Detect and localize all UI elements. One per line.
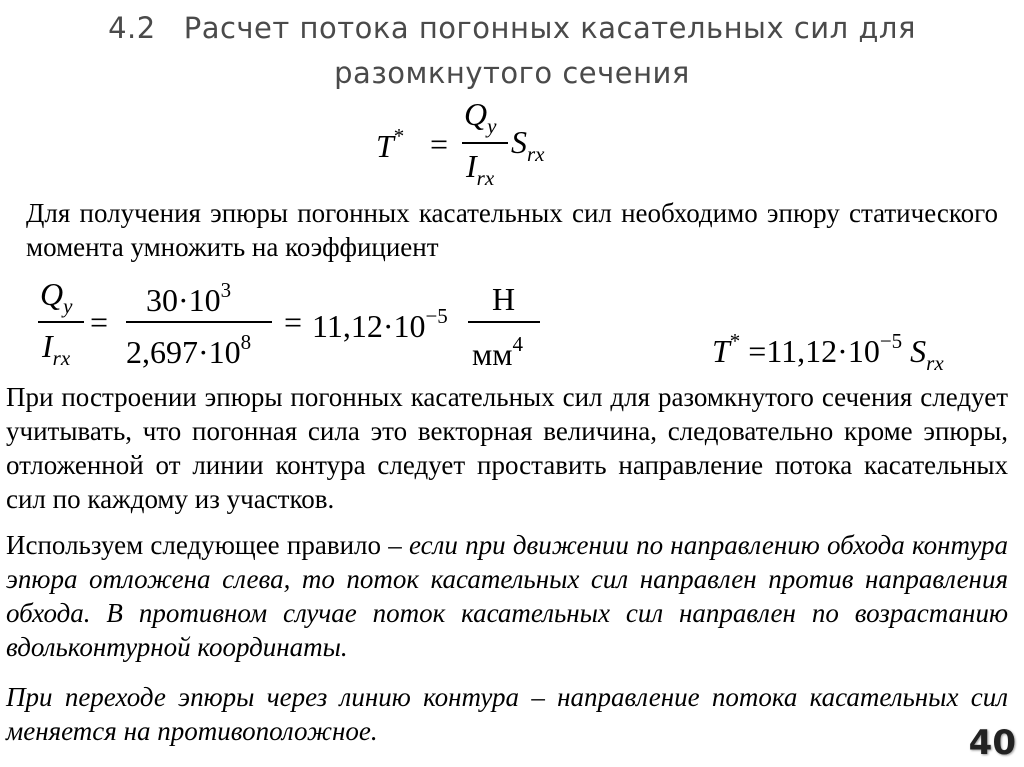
formula2-eq-2: = xyxy=(284,304,303,340)
slide-title xyxy=(0,6,1024,96)
formula2-bar-1 xyxy=(38,321,84,323)
text-paragraph-3 xyxy=(6,528,1008,664)
formula1-denominator: $I_{rx}$ xyxy=(466,148,495,190)
formula2-i: $I_{rx}$ xyxy=(42,328,71,370)
page-number: 40 xyxy=(968,723,1016,763)
title-line-2: разомкнутого сечения xyxy=(334,56,690,90)
rule-text: если при движении по направлению обхода контура эпюра отложена слева, то поток касательных сил направлен против направления обхода. В противном случае поток касательных сил направлен по возрастанию вдольконтурной координаты. xyxy=(6,530,1008,662)
section-number: 4.2 xyxy=(108,11,156,45)
formula2-bar-3 xyxy=(468,321,540,323)
formula1-lhs: T* xyxy=(376,124,405,164)
formula1-rhs: $S_{rx}$ xyxy=(511,124,545,166)
title-line-1: Расчет потока погонных касательных сил для xyxy=(183,11,916,45)
formula1-fraction-bar xyxy=(462,142,508,144)
text-paragraph-1: Для получения эпюры погонных касательных сил необходимо эпюру статического момента умножить на коэффициент xyxy=(26,198,998,262)
formula2-q: $Q_y$ xyxy=(40,276,73,318)
formula2-eq-1: = xyxy=(90,304,109,340)
formula2-numerator: $30\cdot 10^3$ xyxy=(146,278,232,318)
formula-shear-flow-result: $T^* =11,12\cdot 10^{-5}$ $S_{rx}$ xyxy=(712,329,944,375)
formula2-denominator: $2,697\cdot 10^8$ xyxy=(126,330,252,370)
text-paragraph-4: При переходе эпюры через линию контура – направление потока касательных сил меняется на противоположное. xyxy=(6,682,1008,746)
formula2-value: $11,12\cdot 10^{-5}$ xyxy=(312,304,448,344)
formula1-numerator: $Q_y$ xyxy=(464,96,497,138)
text-paragraph-2: При построении эпюры погонных касательных сил для разомкнутого сечения следует учитывать, что погонная сила это векторная величина, следовательно кроме эпюры, отложенной от линии контура следует проставить направление потока касательных сил по каждому из участков. xyxy=(6,382,1008,514)
formula2-unit-denominator: $мм^4$ xyxy=(472,332,523,372)
formula2-bar-2 xyxy=(126,321,272,323)
rule-intro: Используем следующее правило – xyxy=(6,530,409,560)
formula2-unit-numerator: Н xyxy=(492,281,516,317)
formula1-eq: = xyxy=(430,126,449,162)
